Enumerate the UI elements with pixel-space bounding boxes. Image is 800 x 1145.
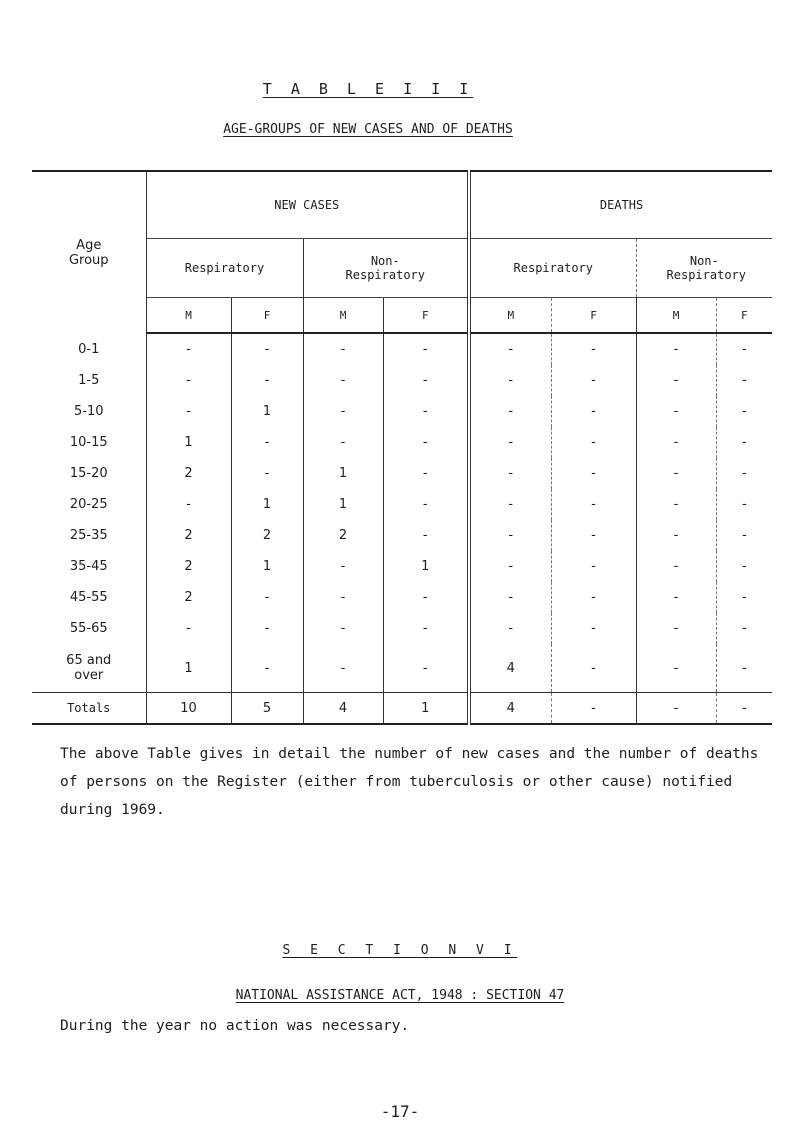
- table-cell: -: [551, 365, 636, 396]
- table-cell: -: [469, 613, 551, 644]
- table-cell: -: [303, 427, 383, 458]
- totals-row: [32, 693, 772, 725]
- table-cell: -: [636, 582, 716, 613]
- table-cell: -: [636, 333, 716, 365]
- table-cell: -: [383, 333, 469, 365]
- table-cell: -: [186, 373, 191, 388]
- new-respiratory-header: Respiratory: [146, 239, 303, 298]
- deaths-non-respiratory-header: Non- Respiratory: [636, 239, 772, 298]
- col-m-header: M: [146, 298, 231, 334]
- table-cell: 2: [303, 520, 383, 551]
- age-group-cell: 65 and over: [32, 644, 146, 693]
- table-cell: -: [469, 396, 551, 427]
- table-cell: -: [303, 551, 383, 582]
- table-cell: 1: [303, 489, 383, 520]
- table-cell: -: [231, 365, 303, 396]
- totals-cell: -: [636, 693, 716, 725]
- table-cell: -: [469, 489, 551, 520]
- age-group-cell: 55-65: [32, 613, 146, 644]
- table-cell: -: [716, 520, 772, 551]
- table-cell: -: [716, 458, 772, 489]
- col-f-header: F: [716, 298, 772, 334]
- table-subtitle: AGE-GROUPS OF NEW CASES AND OF DEATHS: [223, 122, 513, 137]
- table-cell: -: [716, 613, 772, 644]
- age-group-cell: 1-5: [32, 365, 146, 396]
- table-cell: -: [716, 365, 772, 396]
- table-cell: -: [636, 613, 716, 644]
- section-subheading: NATIONAL ASSISTANCE ACT, 1948 : SECTION 47: [235, 988, 565, 1003]
- table-cell: -: [303, 396, 383, 427]
- totals-label: Totals: [32, 693, 146, 725]
- table-cell: -: [383, 644, 469, 693]
- age-group-cell: 0-1: [32, 333, 146, 365]
- table-cell: -: [551, 458, 636, 489]
- table-cell: -: [186, 342, 191, 357]
- table-cell: 1: [184, 660, 193, 676]
- table-cell: 2: [184, 466, 193, 481]
- table-cell: -: [186, 621, 191, 636]
- new-cases-header: NEW CASES: [146, 171, 469, 239]
- table-cell: 2: [184, 559, 193, 574]
- table-cell: -: [469, 427, 551, 458]
- age-group-cell: 15-20: [32, 458, 146, 489]
- table-row: [32, 458, 772, 489]
- totals-cell: -: [551, 693, 636, 725]
- table-cell: -: [383, 582, 469, 613]
- section-text: During the year no action was necessary.: [60, 1018, 410, 1034]
- table-cell: -: [636, 396, 716, 427]
- table-cell: -: [551, 613, 636, 644]
- table-cell: 1: [231, 551, 303, 582]
- table-cell: -: [469, 365, 551, 396]
- table-cell: -: [716, 333, 772, 365]
- age-groups-table: [32, 170, 772, 725]
- table-cell: 1: [231, 396, 303, 427]
- table-cell: -: [551, 520, 636, 551]
- page-number: -17-: [380, 1102, 420, 1121]
- table-cell: -: [551, 551, 636, 582]
- table-cell: -: [551, 427, 636, 458]
- table-cell: -: [383, 489, 469, 520]
- table-cell: -: [636, 551, 716, 582]
- table-cell: -: [636, 427, 716, 458]
- table-cell: -: [303, 333, 383, 365]
- table-row: [32, 613, 772, 644]
- table-cell: -: [636, 489, 716, 520]
- table-cell: 2: [231, 520, 303, 551]
- table-cell: -: [186, 404, 191, 419]
- table-cell: -: [383, 613, 469, 644]
- section-heading: S E C T I O N V I: [282, 943, 518, 958]
- col-f-header: F: [551, 298, 636, 334]
- deaths-respiratory-header: Respiratory: [469, 239, 636, 298]
- table-cell: -: [469, 520, 551, 551]
- table-cell: -: [636, 520, 716, 551]
- table-cell: -: [469, 458, 551, 489]
- table-cell: 1: [303, 458, 383, 489]
- new-non-respiratory-header: Non- Respiratory: [303, 239, 469, 298]
- table-row: [32, 582, 772, 613]
- table-row: [32, 365, 772, 396]
- totals-cell: 1: [383, 693, 469, 725]
- table-row: [32, 427, 772, 458]
- table-cell: -: [303, 613, 383, 644]
- table-cell: 1: [383, 551, 469, 582]
- table-cell: 2: [184, 528, 193, 543]
- totals-cell: -: [716, 693, 772, 725]
- age-group-cell: 5-10: [32, 396, 146, 427]
- table-cell: 1: [184, 435, 193, 450]
- explanatory-paragraph: The above Table gives in detail the number of new cases and the number of deaths of persons on the Register (either from tuberculosis or other cause) notified during 1969.: [60, 746, 759, 818]
- table-cell: -: [231, 333, 303, 365]
- table-cell: -: [636, 458, 716, 489]
- table-cell: -: [716, 551, 772, 582]
- table-cell: -: [636, 644, 716, 693]
- table-row: [32, 396, 772, 427]
- table-cell: -: [231, 458, 303, 489]
- age-group-cell: 45-55: [32, 582, 146, 613]
- table-cell: -: [303, 365, 383, 396]
- age-group-cell: 20-25: [32, 489, 146, 520]
- table-cell: -: [469, 582, 551, 613]
- table-cell: 4: [469, 644, 551, 693]
- table-cell: -: [551, 333, 636, 365]
- table-cell: 2: [184, 590, 193, 605]
- table-cell: -: [636, 365, 716, 396]
- table-cell: -: [303, 582, 383, 613]
- table-cell: -: [469, 551, 551, 582]
- table-cell: -: [383, 458, 469, 489]
- totals-cell: 10: [146, 693, 231, 725]
- table-cell: -: [716, 396, 772, 427]
- table-cell: -: [551, 396, 636, 427]
- col-m-header: M: [303, 298, 383, 334]
- table-row: [32, 489, 772, 520]
- table-row: [32, 551, 772, 582]
- col-m-header: M: [636, 298, 716, 334]
- age-group-cell: 10-15: [32, 427, 146, 458]
- age-group-header: Age Group: [32, 171, 146, 333]
- table-cell: -: [303, 644, 383, 693]
- table-cell: -: [186, 497, 191, 512]
- table-row: [32, 333, 772, 365]
- table-cell: -: [551, 489, 636, 520]
- table-cell: -: [551, 582, 636, 613]
- table-cell: -: [469, 333, 551, 365]
- table-cell: -: [716, 489, 772, 520]
- col-f-header: F: [383, 298, 469, 334]
- age-group-cell: 25-35: [32, 520, 146, 551]
- table-title: T A B L E I I I: [262, 80, 474, 98]
- totals-cell: 5: [231, 693, 303, 725]
- table-cell: 1: [231, 489, 303, 520]
- col-f-header: F: [231, 298, 303, 334]
- table-cell: -: [383, 427, 469, 458]
- deaths-header: DEATHS: [469, 171, 772, 239]
- table-cell: -: [716, 582, 772, 613]
- table-cell: -: [383, 365, 469, 396]
- table-cell: -: [231, 613, 303, 644]
- table-cell: -: [716, 644, 772, 693]
- table-cell: -: [551, 644, 636, 693]
- table-cell: -: [231, 427, 303, 458]
- table-row: [32, 520, 772, 551]
- table-cell: -: [716, 427, 772, 458]
- totals-cell: 4: [303, 693, 383, 725]
- table-cell: -: [383, 396, 469, 427]
- table-row: [32, 644, 772, 693]
- table-cell: -: [231, 644, 303, 693]
- totals-cell: 4: [469, 693, 551, 725]
- age-group-cell: 35-45: [32, 551, 146, 582]
- table-cell: -: [231, 582, 303, 613]
- table-cell: -: [383, 520, 469, 551]
- col-m-header: M: [469, 298, 551, 334]
